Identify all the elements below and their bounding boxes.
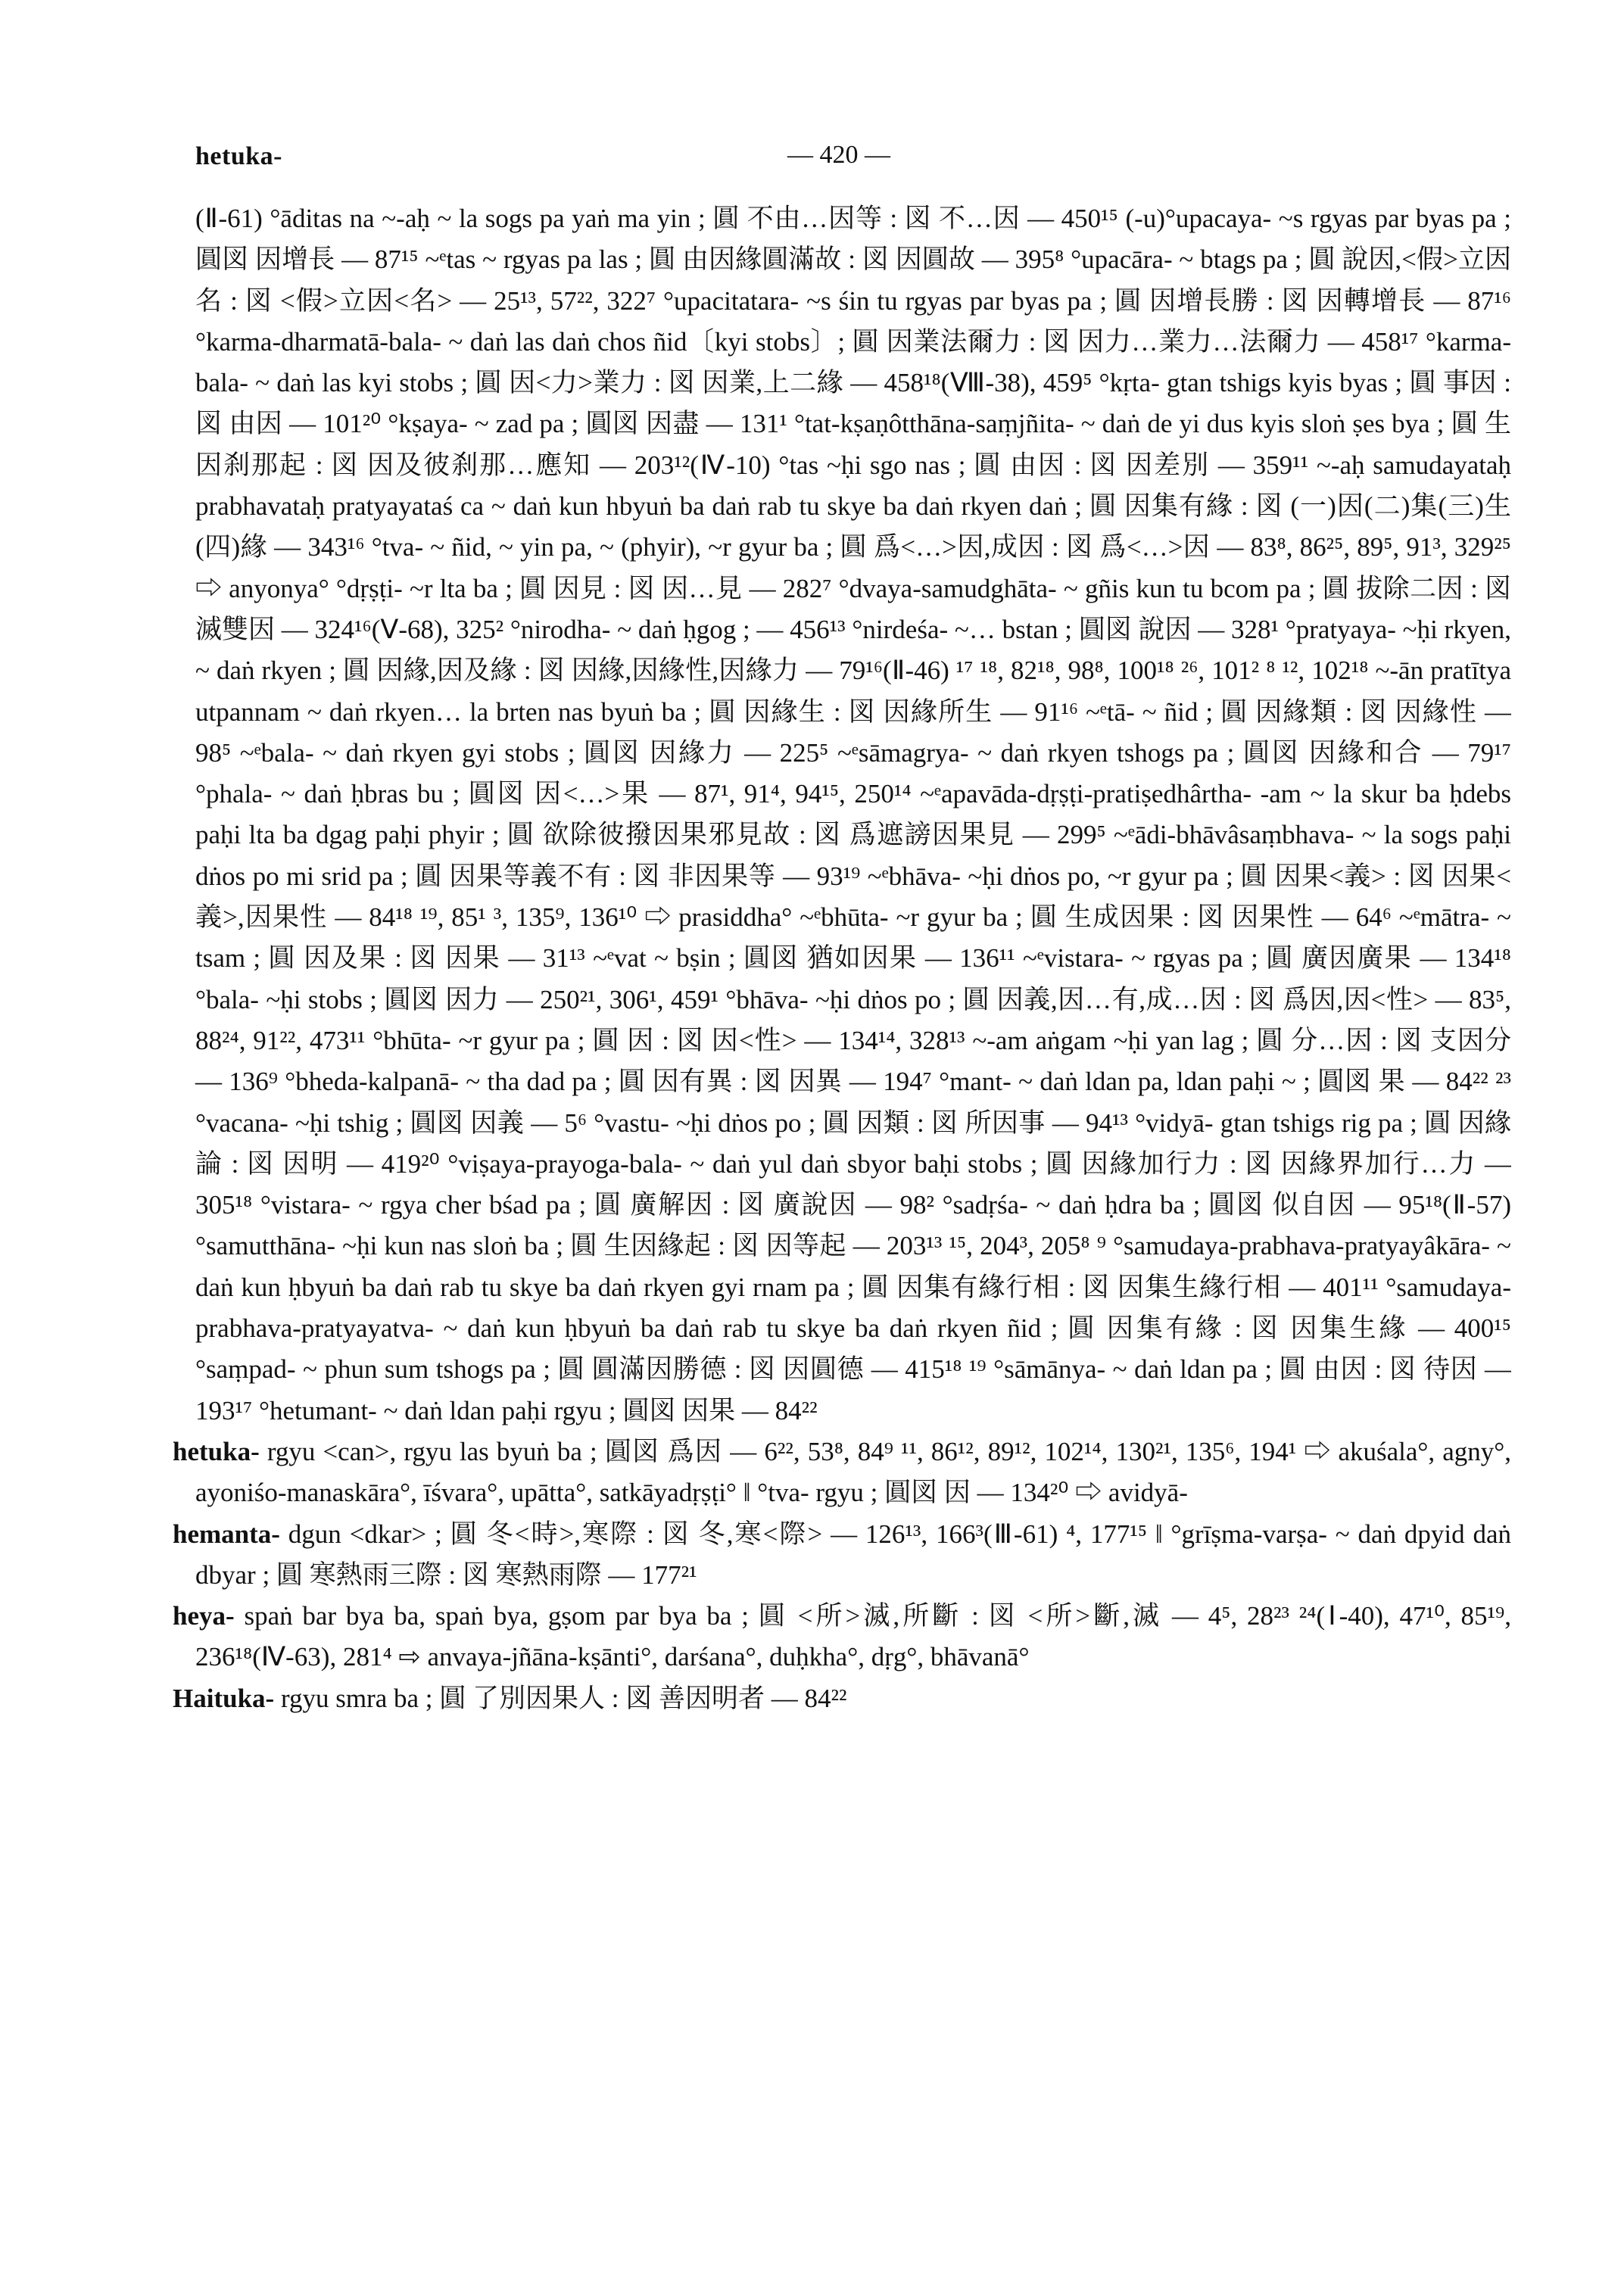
page-body [173,198,1511,2242]
running-head: hetuka- [195,142,282,170]
dictionary-entry [173,1596,1511,1678]
entry-text: (Ⅱ-61) °āditas na ~-aḥ ~ la sogs pa yaṅ ma yin ; 圓 不由…因等 : 図 不…因 — 450¹⁵ (-u)°upacaya- ~s rgyas par byas pa ; 圓図 因增長 — 87¹⁵ ~ᵉtas ~ rgyas pa las ; 圓 由因緣圓滿故 : 図 因圓故 — 395⁸ °upacāra- ~ btags pa ; 圓 說因,<假>立因名 : 図 <假>立因<名> — 25¹³, 57²², 322⁷ °upacitatara- ~s śin tu rgyas par byas pa ; 圓 因增長勝 : 図 因轉增長 — 87¹⁶ °karma-dharmatā-bala- ~ daṅ las daṅ chos ñid〔kyi stobs〕; 圓 因業法爾力 : 図 因力…業力…法爾力 — 458¹⁷ °karma-bala- ~ daṅ las kyi stobs ; 圓 因<力>業力 : 図 因業,上二緣 — 458¹⁸(Ⅷ-38), 459⁵ °kṛta- gtan tshigs kyis byas ; 圓 事因 : 図 由因 — 101²⁰ °kṣaya- ~ zad pa ; 圓図 因盡 — 131¹ °tat-kṣaṇôtthāna-saṃjñita- ~ daṅ de yi dus kyis sloṅ ṣes bya ; 圓 生因刹那起 : 図 因及彼刹那…應知 — 203¹²(Ⅳ-10) °tas ~ḥi sgo nas ; 圓 由因 : 図 因差別 — 359¹¹ ~-aḥ samudayataḥ prabhavataḥ pratyayataś ca ~ daṅ kun hbyuṅ ba daṅ rab tu skye ba daṅ rkyen daṅ ; 圓 因集有緣 : 図 (一)因(二)集(三)生(四)緣 — 343¹⁶ °tva- ~ ñid, ~ yin pa, ~ (phyir), ~r gyur ba ; 圓 爲<…>因,成因 : 図 爲<…>因 — 83⁸, 86²⁵, 89⁵, 91³, 329²⁵ ⇨ anyonya° °dṛṣṭi- ~r lta ba ; 圓 因見 : 図 因…見 — 282⁷ °dvaya-samudghāta- ~ gñis kun tu bcom pa ; 圓 拔除二因 : 図 滅雙因 — 324¹⁶(Ⅴ-68), 325² °nirodha- ~ daṅ ḥgog ; — 456¹³ °nirdeśa- ~… bstan ; 圓図 說因 — 328¹ °pratyaya- ~ḥi rkyen, ~ daṅ rkyen ; 圓 因緣,因及緣 : 図 因緣,因緣性,因緣力 — 79¹⁶(Ⅱ-46) ¹⁷ ¹⁸, 82¹⁸, 98⁸, 100¹⁸ ²⁶, 101² ⁸ ¹², 102¹⁸ ~-ān pratītya utpannam ~ daṅ rkyen… la brten nas byuṅ ba ; 圓 因緣生 : 図 因緣所生 — 91¹⁶ ~ᵉtā- ~ ñid ; 圓 因緣類 : 図 因緣性 — 98⁵ ~ᵉbala- ~ daṅ rkyen gyi stobs ; 圓図 因緣力 — 225⁵ ~ᵉsāmagrya- ~ daṅ rkyen tshogs pa ; 圓図 因緣和合 — 79¹⁷ °phala- ~ daṅ ḥbras bu ; 圓図 因<…>果 — 87¹, 91⁴, 94¹⁵, 250¹⁴ ~ᵉapavāda-dṛṣṭi-pratiṣedhârtha- -am ~ la skur ba ḥdebs paḥi lta ba dgag paḥi phyir ; 圓 欲除彼撥因果邪見故 : 図 爲遮謗因果見 — 299⁵ ~ᵉādi-bhāvâsaṃbhava- ~ la sogs paḥi dṅos po mi srid pa ; 圓 因果等義不有 : 図 非因果等 — 93¹⁹ ~ᵉbhāva- ~ḥi dṅos po, ~r gyur pa ; 圓 因果<義> : 図 因果<義>,因果性 — 84¹⁸ ¹⁹, 85¹ ³, 135⁹, 136¹⁰ ⇨ prasiddha° ~ᵉbhūta- ~r gyur ba ; 圓 生成因果 : 図 因果性 — 64⁶ ~ᵉmātra- ~ tsam ; 圓 因及果 : 図 因果 — 31¹³ ~ᵉvat ~ bṣin ; 圓図 猶如因果 — 136¹¹ ~ᵉvistara- ~ rgyas pa ; 圓 廣因廣果 — 134¹⁸ °bala- ~ḥi stobs ; 圓図 因力 — 250²¹, 306¹, 459¹ °bhāva- ~ḥi dṅos po ; 圓 因義,因…有,成…因 : 図 爲因,因<性> — 83⁵, 88²⁴, 91²², 473¹¹ °bhūta- ~r gyur pa ; 圓 因 : 図 因<性> — 134¹⁴, 328¹³ ~-am aṅgam ~ḥi yan lag ; 圓 分…因 : 図 支因分 — 136⁹ °bheda-kalpanā- ~ tha dad pa ; 圓 因有異 : 図 因異 — 194⁷ °mant- ~ daṅ ldan pa, ldan paḥi ~ ; 圓図 果 — 84²² ²³ °vacana- ~ḥi tshig ; 圓図 因義 — 5⁶ °vastu- ~ḥi dṅos po ; 圓 因類 : 図 所因事 — 94¹³ °vidyā- gtan tshigs rig pa ; 圓 因緣論 : 図 因明 — 419²⁰ °viṣaya-prayoga-bala- ~ daṅ yul daṅ sbyor baḥi stobs ; 圓 因緣加行力 : 図 因緣界加行…力 — 305¹⁸ °vistara- ~ rgya cher bśad pa ; 圓 廣解因 : 図 廣說因 — 98² °sadṛśa- ~ daṅ ḥdra ba ; 圓図 似自因 — 95¹⁸(Ⅱ-57) °samutthāna- ~ḥi kun nas sloṅ ba ; 圓 生因緣起 : 図 因等起 — 203¹³ ¹⁵, 204³, 205⁸ ⁹ °samudaya-prabhava-pratyayâkāra- ~ daṅ kun ḥbyuṅ ba daṅ rab tu skye ba daṅ rkyen gyi rnam pa ; 圓 因集有緣行相 : 図 因集生緣行相 — 401¹¹ °samudaya-prabhava-pratyayatva- ~ daṅ kun ḥbyuṅ ba daṅ rab tu skye ba daṅ rkyen ñid ; 圓 因集有緣 : 図 因集生緣 — 400¹⁵ °saṃpad- ~ phun sum tshogs pa ; 圓 圓滿因勝德 : 図 因圓德 — 415¹⁸ ¹⁹ °sāmānya- ~ daṅ ldan pa ; 圓 由因 : 図 待因 — 193¹⁷ °hetumant- ~ daṅ ldan paḥi rgyu ; 圓図 因果 — 84²² [195,204,1511,1425]
entry-text: spaṅ bar bya ba, spaṅ bya, gṣom par bya ba ; 圓 <所>滅,所斷 : 図 <所>斷,滅 — 4⁵, 28²³ ²⁴(Ⅰ-40), 47¹⁰, 85¹⁹, 236¹⁸(Ⅳ-63), 281⁴ ⇨ anvaya-jñāna-kṣānti°, darśana°, duḥkha°, dṛg°, bhāvanā° [195,1601,1511,1672]
entry-headword: hetuka- [173,1436,260,1466]
entry-text: rgyu smra ba ; 圓 了別因果人 : 図 善因明者 — 84²² [280,1683,847,1713]
entry-text: dgun <dkar> ; 圓 冬<時>,寒際 : 図 冬,寒<際> — 126¹³, 166³(Ⅲ-61) ⁴, 177¹⁵ ‖ °grīṣma-varṣa- ~ daṅ dpyid daṅ dbyar ; 圓 寒熱雨三際 : 図 寒熱雨際 — 177²¹ [195,1519,1511,1590]
dictionary-entry [173,1514,1511,1597]
page-number: — 420 — [787,141,890,169]
dictionary-entry [173,1432,1511,1514]
entry-headword: heya- [173,1601,235,1631]
entry-text: rgyu <can>, rgyu las byuṅ ba ; 圓図 爲因 — 6²², 53⁸, 84⁹ ¹¹, 86¹², 89¹², 102¹⁴, 130²¹, 135⁶, 194¹ ⇨ akuśala°, agny°, ayoniśo-manaskāra°, īśvara°, upātta°, satkāyadṛṣṭi° ‖ °tva- rgyu ; 圓図 因 — 134²⁰ ⇨ avidyā- [195,1436,1511,1508]
entry-continuation [173,198,1511,1432]
entry-headword: Haituka- [173,1683,275,1713]
dictionary-entry [173,1678,1511,1719]
entry-headword: hemanta- [173,1519,280,1549]
